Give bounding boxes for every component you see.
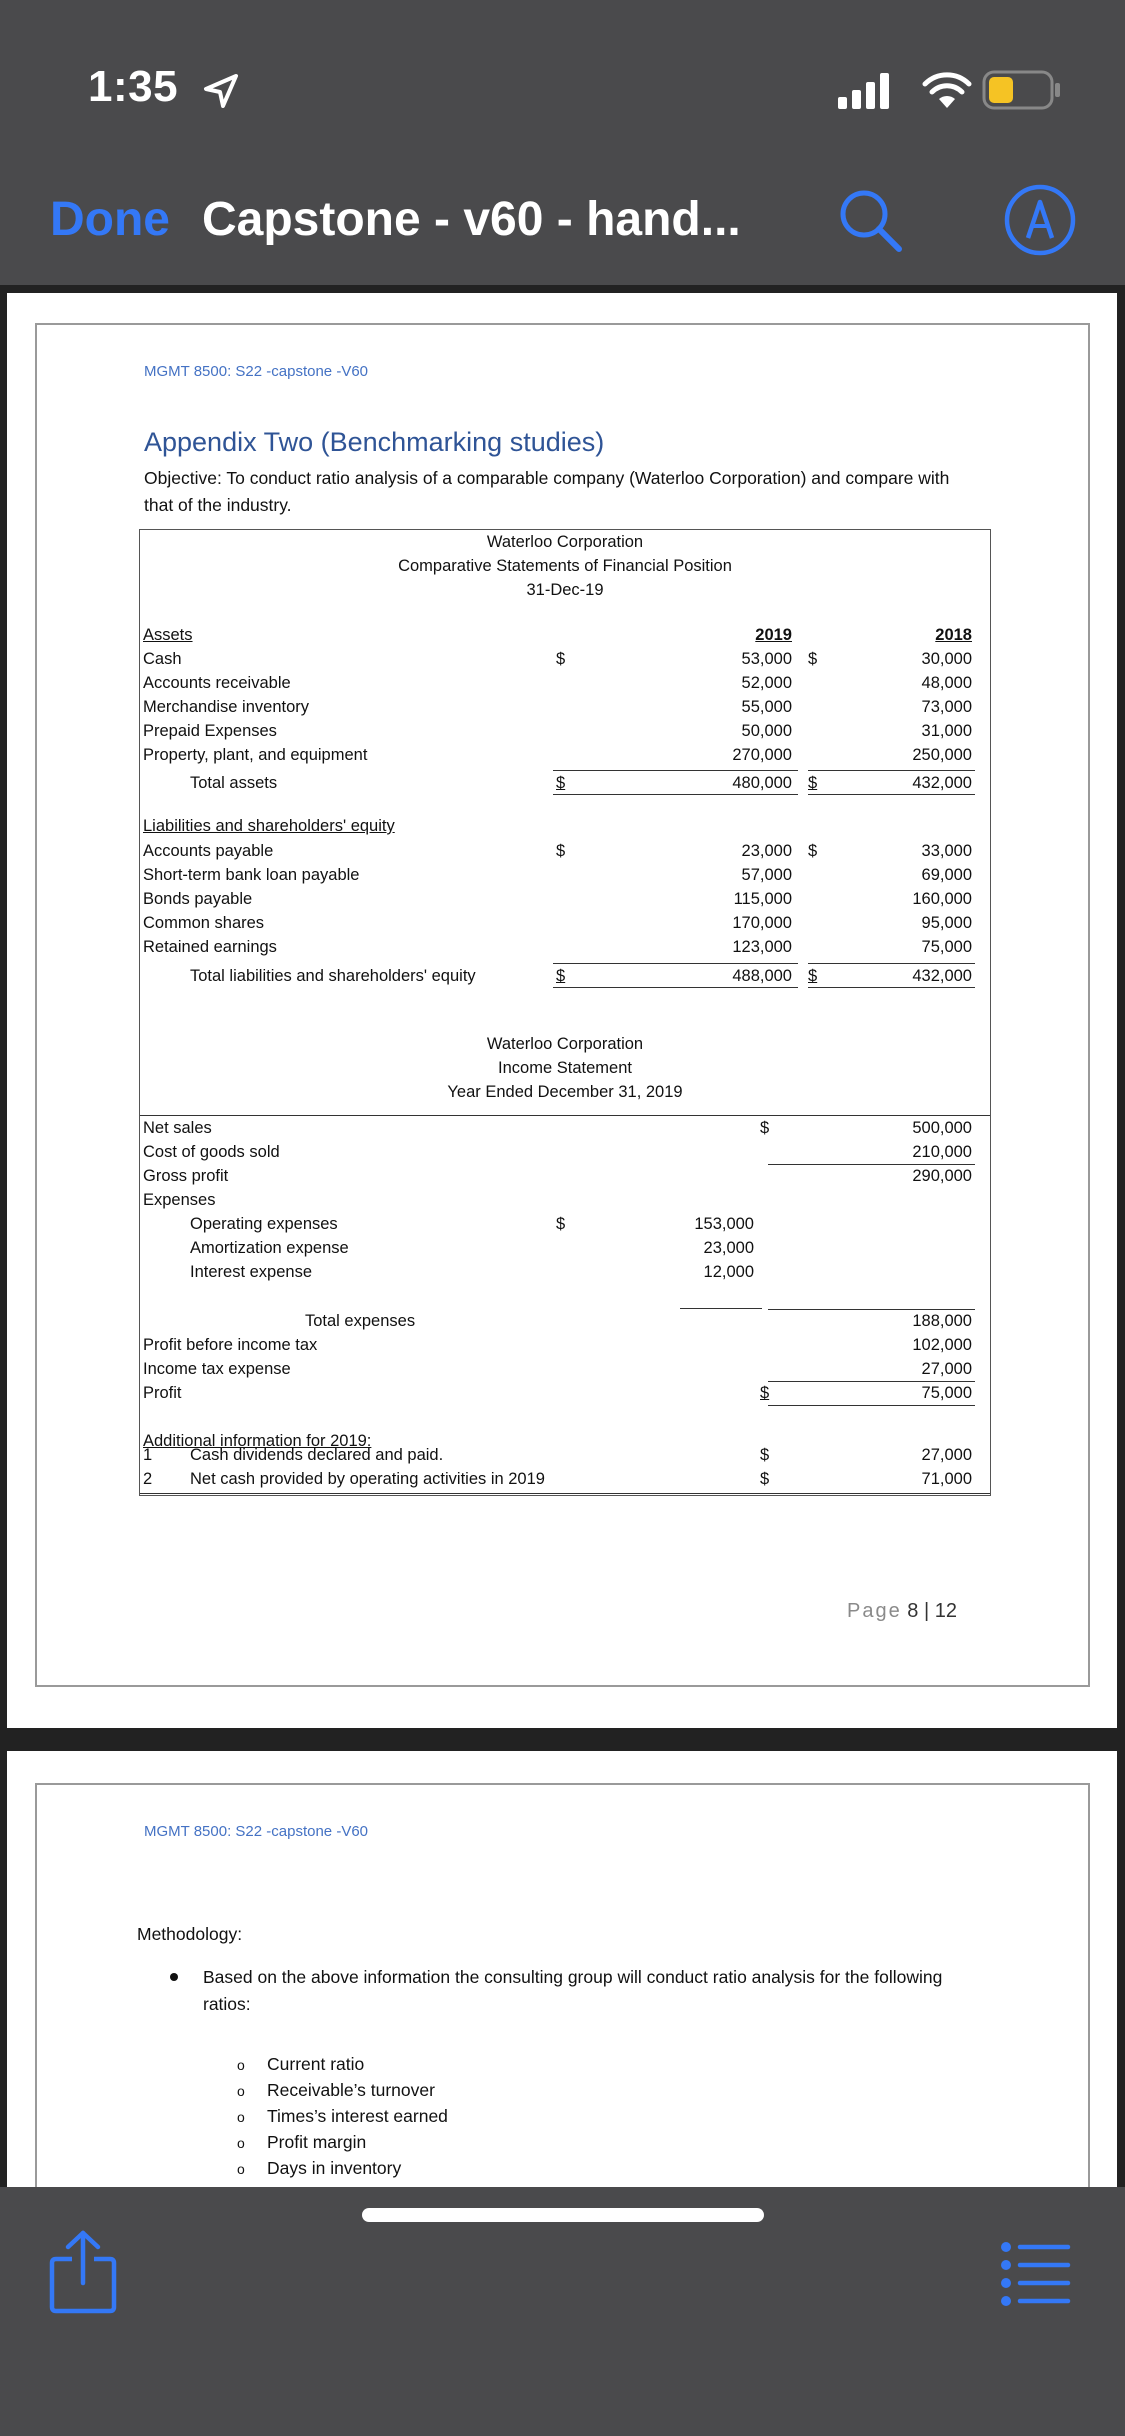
assets-heading: Assets	[143, 626, 193, 644]
total-liabilities-2019: 488,000	[732, 967, 792, 985]
profit-currency: $	[760, 1384, 770, 1402]
sub-bullet-icon: o	[237, 2161, 245, 2177]
bs-title: Comparative Statements of Financial Position	[398, 557, 732, 575]
ratio-item	[237, 2054, 364, 2075]
asset-row-label: Prepaid Expenses	[143, 722, 277, 740]
asset-row-value-2018: 31,000	[921, 722, 972, 740]
gross-profit-value: 290,000	[912, 1167, 972, 1185]
sub-bullet-icon: o	[237, 2083, 245, 2099]
methodology-heading: Methodology:	[137, 1924, 243, 1944]
methodology-bullet: Based on the above information the consulting group will conduct ratio analysis for the following ratios:	[203, 1967, 943, 2014]
is-title: Income Statement	[498, 1059, 632, 1077]
total-liabilities-label: Total liabilities and shareholders' equity	[190, 967, 476, 985]
asset-row-label: Property, plant, and equipment	[143, 746, 368, 764]
appendix-title: Appendix Two (Benchmarking studies)	[144, 427, 605, 457]
asset-row-value-2019: 55,000	[741, 698, 792, 716]
battery-icon	[982, 70, 1062, 110]
additional-label: Cash dividends declared and paid.	[190, 1446, 444, 1464]
is-company: Waterloo Corporation	[486, 1035, 644, 1053]
profit-before-tax-label: Profit before income tax	[143, 1336, 318, 1354]
bs-company: Waterloo Corporation	[486, 533, 644, 551]
gross-profit-label: Gross profit	[143, 1167, 229, 1185]
total-assets-currency-2018: $	[808, 774, 818, 792]
additional-number: 1	[143, 1446, 153, 1464]
liability-row-label: Short-term bank loan payable	[143, 866, 360, 884]
search-icon[interactable]	[835, 185, 905, 255]
liability-row-value-2018: 75,000	[921, 938, 972, 956]
additional-value: 27,000	[921, 1446, 972, 1464]
asset-row-label: Merchandise inventory	[143, 698, 309, 716]
income-tax-label: Income tax expense	[143, 1360, 291, 1378]
ratio-label: Current ratio	[267, 2054, 365, 2074]
ratio-item	[237, 2080, 435, 2101]
asset-row-label: Accounts receivable	[143, 674, 291, 692]
profit-label: Profit	[143, 1384, 182, 1402]
page-header: MGMT 8500: S22 -capstone -V60	[144, 1823, 369, 1840]
asset-row-value-2019: 52,000	[741, 674, 792, 692]
asset-row-value-2018: 48,000	[921, 674, 972, 692]
expense-currency: $	[556, 1215, 566, 1233]
liability-row-value-2019: 57,000	[741, 866, 792, 884]
total-assets-2019: 480,000	[732, 774, 792, 792]
done-button[interactable]: Done	[50, 193, 170, 246]
document-viewer[interactable]	[0, 285, 1125, 2187]
asset-row-label: Cash	[143, 650, 182, 668]
document-title: Capstone - v60 - hand...	[202, 193, 741, 246]
liability-row-value-2018: 33,000	[921, 842, 972, 860]
ratio-item	[237, 2106, 448, 2127]
expense-label: Amortization expense	[190, 1239, 349, 1257]
total-assets-currency-2019: $	[556, 774, 566, 792]
home-indicator[interactable]	[362, 2208, 764, 2222]
expense-value: 12,000	[703, 1263, 754, 1281]
additional-heading: Additional information for 2019:	[143, 1432, 372, 1450]
list-icon[interactable]	[1000, 2239, 1072, 2305]
cogs-value: 210,000	[912, 1143, 972, 1161]
expense-label: Operating expenses	[190, 1215, 338, 1233]
liability-row-value-2019: 123,000	[732, 938, 792, 956]
net-sales-value: 500,000	[912, 1119, 972, 1137]
liability-row-currency-2019: $	[556, 842, 566, 860]
ratio-label: Days in inventory	[267, 2158, 402, 2178]
financial-statements-table	[139, 529, 991, 1496]
asset-row-value-2018: 73,000	[921, 698, 972, 716]
liability-row-value-2018: 160,000	[912, 890, 972, 908]
asset-row-value-2018: 30,000	[921, 650, 972, 668]
expense-label: Interest expense	[190, 1263, 312, 1281]
total-expenses-value: 188,000	[912, 1312, 972, 1330]
asset-row-value-2018: 250,000	[912, 746, 972, 764]
location-arrow-icon	[202, 72, 240, 110]
total-liabilities-2018: 432,000	[912, 967, 972, 985]
additional-currency: $	[760, 1446, 770, 1464]
bs-date: 31-Dec-19	[526, 581, 604, 599]
status-bar	[0, 0, 1125, 140]
ratio-item	[237, 2132, 366, 2153]
asset-row-value-2019: 270,000	[732, 746, 792, 764]
liability-row-value-2019: 170,000	[732, 914, 792, 932]
additional-value: 71,000	[921, 1470, 972, 1488]
pdf-page-8	[7, 293, 1117, 1728]
page-footer	[847, 1600, 957, 1623]
profit-value: 75,000	[921, 1384, 972, 1402]
wifi-icon	[922, 70, 972, 110]
ratio-item	[237, 2158, 401, 2179]
markup-icon[interactable]	[1002, 182, 1078, 258]
asset-row-value-2019: 50,000	[741, 722, 792, 740]
total-assets-2018: 432,000	[912, 774, 972, 792]
col-2018: 2018	[935, 626, 972, 644]
asset-row-currency-2019: $	[556, 650, 566, 668]
ratio-label: Receivable’s turnover	[267, 2080, 435, 2100]
total-expenses-label: Total expenses	[305, 1312, 416, 1330]
liability-row-value-2018: 69,000	[921, 866, 972, 884]
liability-row-label: Accounts payable	[143, 842, 274, 860]
additional-currency: $	[760, 1470, 770, 1488]
sub-bullet-icon: o	[237, 2109, 245, 2125]
page-header: MGMT 8500: S22 -capstone -V60	[144, 363, 369, 380]
expense-value: 23,000	[703, 1239, 754, 1257]
total-assets-label: Total assets	[190, 774, 278, 792]
expense-value: 153,000	[694, 1215, 754, 1233]
total-liabilities-currency-2018: $	[808, 967, 818, 985]
liability-row-value-2019: 115,000	[733, 890, 792, 908]
asset-row-currency-2018: $	[808, 650, 818, 668]
page-word: Page	[847, 1600, 902, 1622]
status-time: 1:35	[88, 62, 179, 111]
share-icon[interactable]	[48, 2229, 118, 2315]
ratio-label: Profit margin	[267, 2132, 367, 2152]
objective-text: Objective: To conduct ratio analysis of a comparable company (Waterloo Corporation) and compare with that of the industry.	[144, 468, 950, 515]
additional-number: 2	[143, 1470, 153, 1488]
income-tax-value: 27,000	[921, 1360, 972, 1378]
asset-row-value-2019: 53,000	[741, 650, 792, 668]
navigation-bar	[0, 140, 1125, 285]
cogs-label: Cost of goods sold	[143, 1143, 280, 1161]
cellular-signal-icon	[838, 71, 898, 111]
is-period: Year Ended December 31, 2019	[447, 1083, 683, 1101]
bottom-toolbar	[0, 2187, 1125, 2436]
col-2019: 2019	[755, 626, 792, 644]
net-sales-currency: $	[760, 1119, 770, 1137]
net-sales-label: Net sales	[143, 1119, 212, 1137]
profit-before-tax-value: 102,000	[912, 1336, 972, 1354]
expenses-heading: Expenses	[143, 1191, 216, 1209]
additional-label: Net cash provided by operating activities in 2019	[190, 1470, 545, 1488]
liabilities-heading: Liabilities and shareholders' equity	[143, 817, 395, 835]
total-liabilities-currency-2019: $	[556, 967, 566, 985]
liability-row-value-2019: 23,000	[741, 842, 792, 860]
liability-row-value-2018: 95,000	[921, 914, 972, 932]
page-number: 8 | 12	[907, 1600, 957, 1622]
liability-row-label: Retained earnings	[143, 938, 277, 956]
ratio-label: Times’s interest earned	[267, 2106, 448, 2126]
liability-row-currency-2018: $	[808, 842, 818, 860]
bullet-icon	[170, 1973, 178, 1981]
liability-row-label: Bonds payable	[143, 890, 253, 908]
liability-row-label: Common shares	[143, 914, 265, 932]
sub-bullet-icon: o	[237, 2057, 245, 2073]
sub-bullet-icon: o	[237, 2135, 245, 2151]
